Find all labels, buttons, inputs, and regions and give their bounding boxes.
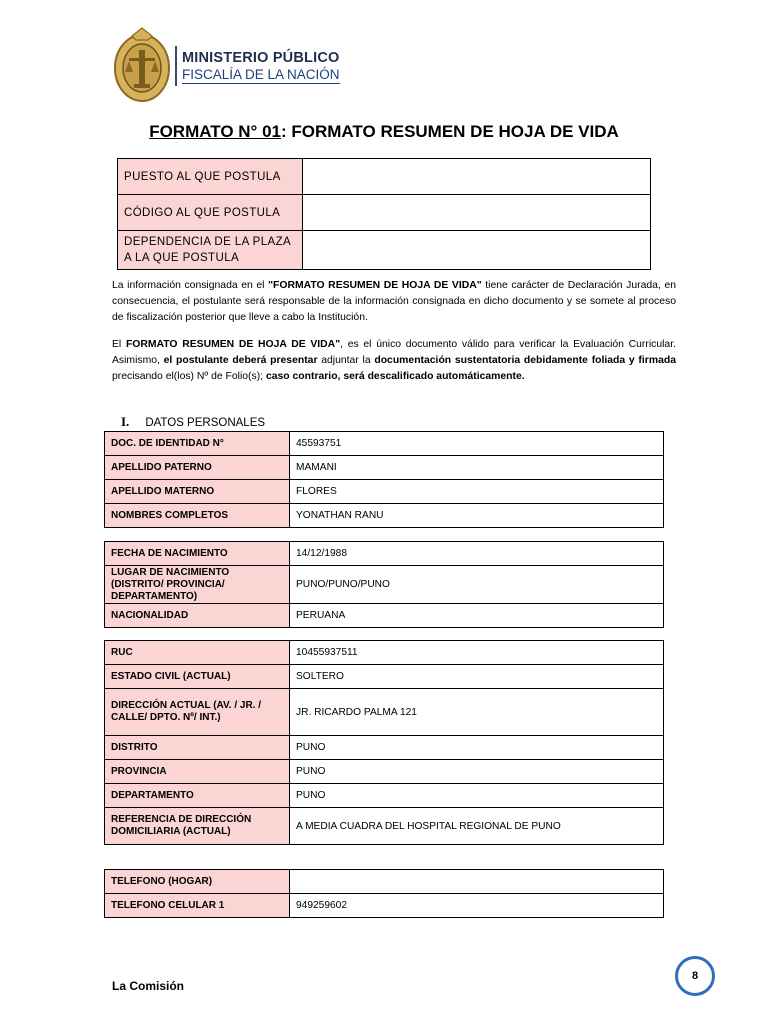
field-value[interactable]: MAMANI [290,456,664,480]
phone-table [104,869,664,918]
page-number: 8 [675,956,715,996]
table-row [105,504,664,528]
position-table [117,158,651,270]
field-value[interactable]: FLORES [290,480,664,504]
paragraph-bold: "FORMATO RESUMEN DE HOJA DE VIDA" [268,280,482,291]
table-row [105,736,664,760]
field-value[interactable]: PUNO [290,760,664,784]
table-row [105,641,664,665]
position-row [118,195,651,231]
table-row [105,542,664,566]
table-row [105,870,664,894]
paragraph-text: , es el único documento válido para verificar la Evaluación Curricular. Asimismo, [112,339,676,366]
logo-divider [175,46,177,86]
position-row [118,231,651,270]
field-label: ESTADO CIVIL (ACTUAL) [105,665,290,689]
table-row [105,894,664,918]
field-label: APELLIDO MATERNO [105,480,290,504]
field-label: FECHA DE NACIMIENTO [105,542,290,566]
field-label: NOMBRES COMPLETOS [105,504,290,528]
table-row [105,689,664,736]
field-label: DEPARTAMENTO [105,784,290,808]
field-value[interactable]: SOLTERO [290,665,664,689]
logo-fiscalia-name: FISCALÍA DE LA NACIÓN [182,67,340,82]
paragraph-text: tiene carácter de Declaración Jurada, en consecuencia, el postulante será responsable de la información consignada en dicho documento y se somete al proceso de fiscalización posterior que lleve a cabo la Institución. [112,280,677,323]
field-label: NACIONALIDAD [105,604,290,628]
ministry-logo [108,24,348,106]
position-label: DEPENDENCIA DE LA PLAZA A LA QUE POSTULA [118,231,303,270]
field-value[interactable]: A MEDIA CUADRA DEL HOSPITAL REGIONAL DE PUNO [290,808,664,845]
table-row [105,432,664,456]
paragraph-text: adjuntar la [317,355,375,366]
field-value[interactable]: 10455937511 [290,641,664,665]
section-number: I. [121,414,130,429]
field-value[interactable]: PUNO [290,784,664,808]
field-label: DOC. DE IDENTIDAD N° [105,432,290,456]
field-label: LUGAR DE NACIMIENTO (DISTRITO/ PROVINCIA/ DEPARTAMENTO) [105,566,290,604]
title-rest: : FORMATO RESUMEN DE HOJA DE VIDA [280,122,619,141]
instructions-paragraph [112,337,676,385]
paragraph-text: precisando el(los) Nº de Folio(s); [112,371,266,382]
field-label: TELEFONO CELULAR 1 [105,894,290,918]
birth-info-table [104,541,664,628]
field-label: TELEFONO (HOGAR) [105,870,290,894]
declaration-paragraph [112,278,676,326]
field-value[interactable]: PERUANA [290,604,664,628]
position-value[interactable] [303,195,651,231]
position-value[interactable] [303,231,651,270]
field-value[interactable]: PUNO [290,736,664,760]
field-value[interactable]: YONATHAN RANU [290,504,664,528]
field-label: DIRECCIÓN ACTUAL (AV. / JR. / CALLE/ DPTO. Nº/ INT.) [105,689,290,736]
section-heading [121,414,265,430]
field-label: REFERENCIA DE DIRECCIÓN DOMICILIARIA (ACTUAL) [105,808,290,845]
position-label: CÓDIGO AL QUE POSTULA [118,195,303,231]
table-row [105,480,664,504]
address-table [104,640,664,845]
paragraph-bold: FORMATO RESUMEN DE HOJA DE VIDA" [125,339,341,350]
section-title: DATOS PERSONALES [145,417,266,429]
position-row [118,159,651,195]
field-label: RUC [105,641,290,665]
table-row [105,665,664,689]
paragraph-text: El [112,339,126,350]
table-row [105,604,664,628]
document-title [0,122,768,142]
ministry-seal-icon [112,26,172,104]
field-value[interactable]: 45593751 [290,432,664,456]
table-row [105,566,664,604]
table-row [105,808,664,845]
field-label: DISTRITO [105,736,290,760]
table-row [105,784,664,808]
personal-id-table [104,431,664,528]
field-value[interactable]: JR. RICARDO PALMA 121 [290,689,664,736]
field-label: APELLIDO PATERNO [105,456,290,480]
field-value[interactable]: PUNO/PUNO/PUNO [290,566,664,604]
logo-ministry-name: MINISTERIO PÚBLICO [182,50,340,66]
field-value[interactable]: 949259602 [290,894,664,918]
footer-commission: La Comisión [112,979,185,993]
field-value[interactable]: 14/12/1988 [290,542,664,566]
field-label: PROVINCIA [105,760,290,784]
position-value[interactable] [303,159,651,195]
paragraph-bold: el postulante deberá presentar [163,355,318,366]
paragraph-bold: caso contrario, será descalificado automáticamente. [265,371,525,382]
field-value[interactable] [290,870,664,894]
position-label: PUESTO AL QUE POSTULA [118,159,303,195]
table-row [105,456,664,480]
paragraph-text: La información consignada en el [112,280,269,291]
title-prefix: FORMATO N° 01 [149,122,281,141]
paragraph-bold: documentación sustentatoria debidamente foliada y firmada [374,355,676,366]
table-row [105,760,664,784]
